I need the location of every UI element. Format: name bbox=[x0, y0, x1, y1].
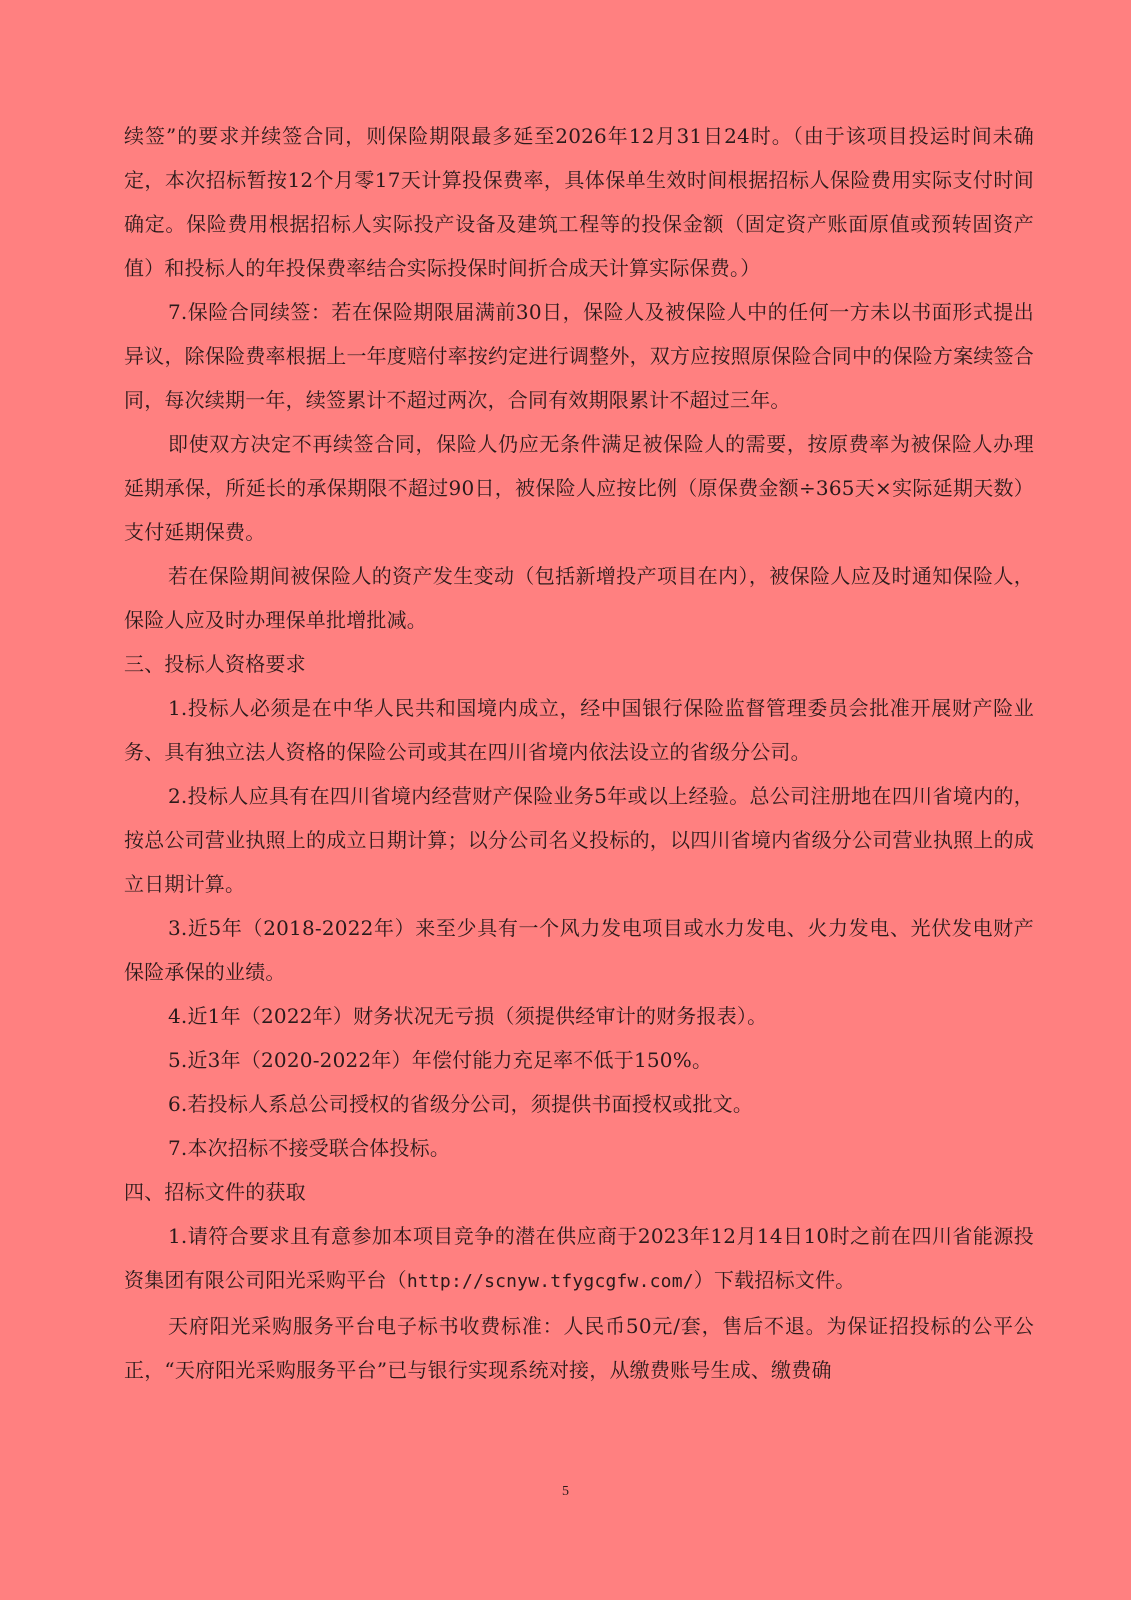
qualification-item-2: 2.投标人应具有在四川省境内经营财产保险业务5年或以上经验。总公司注册地在四川省境内的，按总公司营业执照上的成立日期计算；以分公司名义投标的，以四川省境内省级分公司营业执照上的成立日期计算。 bbox=[124, 784, 1034, 896]
qualification-item-5: 5.近3年（2020-2022年）年偿付能力充足率不低于150%。 bbox=[168, 1048, 713, 1072]
paragraph-insurance-period: 续签”的要求并续签合同，则保险期限最多延至2026年12月31日24时。（由于该项目投运时间未确定，本次招标暂按12个月零17天计算投保费率，具体保单生效时间根据招标人保险费用实际支付时间确定。保险费用根据招标人实际投产设备及建筑工程等的投保金额（固定资产账面原值或预转固资产值）和投标人的年投保费率结合实际投保时间折合成天计算实际保费。） bbox=[124, 124, 1034, 280]
section-heading-qualifications: 三、投标人资格要求 bbox=[124, 652, 306, 676]
paragraph-extension: 即使双方决定不再续签合同，保险人仍应无条件满足被保险人的需要，按原费率为被保险人办理延期承保，所延长的承保期限不超过90日，被保险人应按比例（原保费金额÷365天×实际延期天数）支付延期保费。 bbox=[124, 432, 1034, 544]
qualification-item-3: 3.近5年（2018-2022年）来至少具有一个风力发电项目或水力发电、火力发电、光伏发电财产保险承保的业绩。 bbox=[124, 916, 1034, 984]
document-body bbox=[124, 114, 1034, 1392]
qualification-item-7: 7.本次招标不接受联合体投标。 bbox=[168, 1136, 451, 1160]
document-acquisition-item-1 bbox=[124, 1214, 1034, 1304]
qualification-item-1: 1.投标人必须是在中华人民共和国境内成立，经中国银行保险监督管理委员会批准开展财产险业务、具有独立法人资格的保险公司或其在四川省境内依法设立的省级分公司。 bbox=[124, 696, 1034, 764]
paragraph-contract-renewal: 7.保险合同续签：若在保险期限届满前30日，保险人及被保险人中的任何一方未以书面形式提出异议，除保险费率根据上一年度赔付率按约定进行调整外，双方应按照原保险合同中的保险方案续签合同，每次续期一年，续签累计不超过两次，合同有效期限累计不超过三年。 bbox=[124, 300, 1034, 412]
document-acquisition-text-after-link: ）下载招标文件。 bbox=[693, 1268, 856, 1292]
paragraph-asset-change: 若在保险期间被保险人的资产发生变动（包括新增投产项目在内），被保险人应及时通知保险人，保险人应及时办理保单批增批减。 bbox=[124, 564, 1034, 632]
procurement-platform-link[interactable]: http://scnyw.tfygcgfw.com/ bbox=[406, 1271, 694, 1292]
document-acquisition-text-before-link: 1.请符合要求且有意参加本项目竞争的潜在供应商于2023年12月14日10时之前在四川省能源投资集团有限公司阳光采购平台（ bbox=[124, 1224, 1034, 1292]
page-number: 5 bbox=[562, 1484, 569, 1499]
section-heading-documents: 四、招标文件的获取 bbox=[124, 1180, 306, 1204]
qualification-item-4: 4.近1年（2022年）财务状况无亏损（须提供经审计的财务报表）。 bbox=[168, 1004, 768, 1028]
qualification-item-6: 6.若投标人系总公司授权的省级分公司，须提供书面授权或批文。 bbox=[168, 1092, 754, 1116]
paragraph-fee-standard: 天府阳光采购服务平台电子标书收费标准：人民币50元/套，售后不退。为保证招投标的公平公正，“天府阳光采购服务平台”已与银行实现系统对接，从缴费账号生成、缴费确 bbox=[124, 1314, 1034, 1382]
